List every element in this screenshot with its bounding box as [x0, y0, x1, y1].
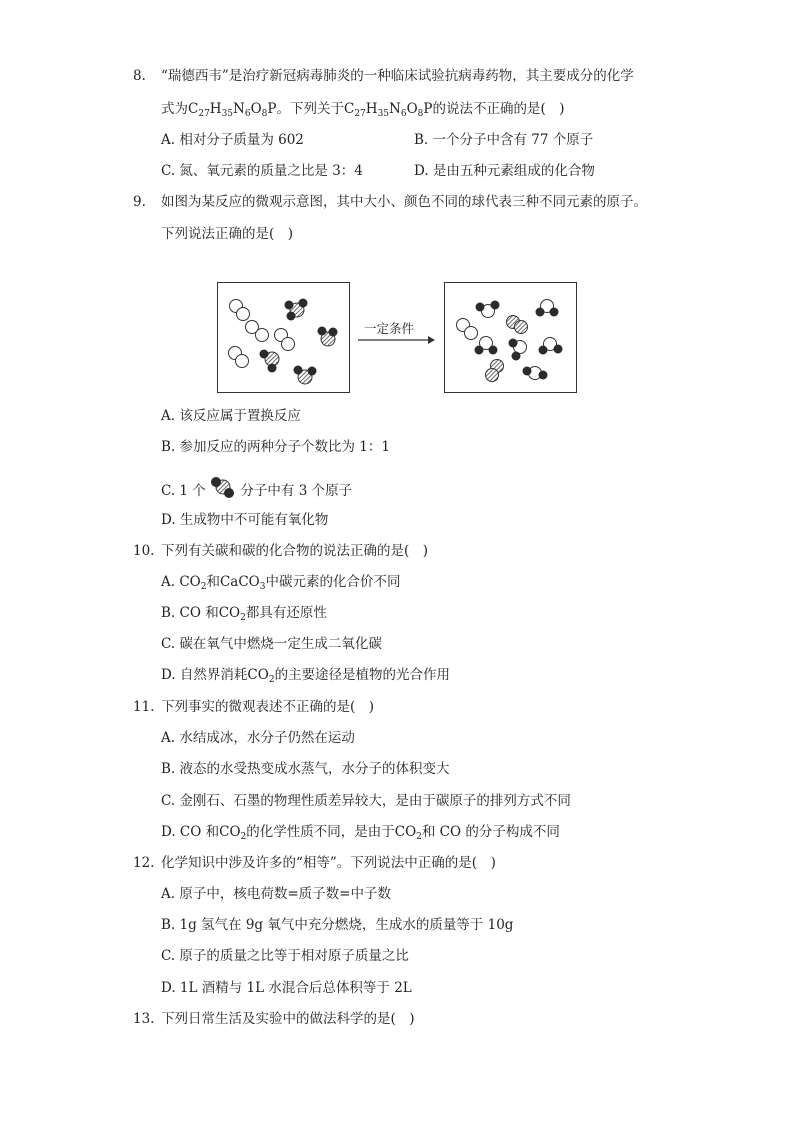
reaction-condition-label: 一定条件 — [364, 321, 415, 336]
white-dark-molecule — [539, 338, 563, 355]
el: P — [267, 101, 277, 117]
el: O — [250, 101, 262, 117]
q10-option-b[interactable] — [161, 604, 327, 622]
q8-stem-mid: 。下列关于C — [276, 101, 355, 117]
el: N — [389, 101, 401, 117]
el: O — [406, 101, 418, 117]
reaction-arrow — [356, 334, 436, 346]
q10-b-part2: 都具有还原性 — [245, 605, 327, 621]
q10-option-a[interactable] — [161, 573, 400, 591]
el: H — [209, 101, 222, 117]
hatched-dark-molecule — [294, 366, 317, 385]
hatched-hatched-molecule — [486, 360, 504, 382]
white-dark-molecule — [509, 339, 527, 361]
q9-option-a[interactable]: A. 该反应属于置换反应 — [161, 408, 301, 424]
sub: 2 — [268, 675, 275, 685]
q8-option-d[interactable]: D. 是由五种元素组成的化合物 — [414, 163, 595, 179]
question-10-stem: 下列有关碳和碳的化合物的说法正确的是( ) — [161, 543, 429, 559]
hatched-dark-molecule — [285, 299, 308, 321]
q8-option-a[interactable]: A. 相对分子质量为 602 — [161, 132, 304, 148]
q12-option-c[interactable]: C. 原子的质量之比等于相对原子质量之比 — [161, 948, 409, 964]
white-white-molecule — [275, 329, 295, 351]
white-white-molecule — [229, 347, 249, 368]
hatched-dark-molecule-icon — [210, 477, 236, 499]
question-9-number: 9. — [133, 194, 146, 210]
white-white-molecule — [246, 321, 269, 342]
q10-d-part2: 的主要途径是植物的光合作用 — [274, 667, 451, 683]
el: H — [365, 101, 378, 117]
q9-option-c-post: 分子中有 3 个原子 — [240, 483, 353, 499]
question-13-stem: 下列日常生活及实验中的做法科学的是( ) — [161, 1011, 415, 1027]
q9-option-b[interactable]: B. 参加反应的两种分子个数比为 1：1 — [161, 439, 390, 455]
sub: 2 — [240, 832, 247, 842]
q10-b-part1: B. CO 和CO — [161, 605, 241, 621]
q12-option-a[interactable]: A. 原子中，核电荷数=质子数=中子数 — [161, 886, 391, 902]
question-10-number: 10. — [133, 543, 155, 559]
q8-option-b[interactable]: B. 一个分子中含有 77 个原子 — [414, 132, 594, 148]
question-9-stem-line2: 下列说法正确的是( ) — [161, 226, 294, 242]
el: N — [233, 101, 245, 117]
el: P — [423, 101, 433, 117]
q11-d-part3: 和 CO 的分子构成不同 — [421, 824, 560, 840]
q9-option-c-pre: C. 1 个 — [161, 483, 206, 499]
dark-white-dark-molecule — [476, 301, 500, 318]
q10-a-part1: A. CO — [161, 574, 201, 590]
q10-option-c[interactable]: C. 碳在氧气中燃烧一定生成二氧化碳 — [161, 636, 382, 652]
q10-a-part2: 和CaCO — [206, 574, 260, 590]
q10-option-d[interactable] — [161, 666, 450, 684]
question-11-number: 11. — [133, 699, 155, 715]
q8-option-c[interactable]: C. 氮、氧元素的质量之比是 3：4 — [161, 163, 363, 179]
sub: 6 — [400, 109, 407, 119]
q11-option-d[interactable] — [161, 823, 560, 841]
q9-option-d[interactable]: D. 生成物中不可能有氧化物 — [161, 512, 329, 528]
white-white-molecule — [230, 300, 250, 321]
reactants-molecules — [217, 282, 350, 393]
products-molecules — [444, 282, 577, 393]
q8-stem-pre: 式为C — [161, 101, 199, 117]
q11-option-b[interactable]: B. 液态的水受热变成水蒸气，水分子的体积变大 — [161, 761, 450, 777]
q11-option-a[interactable]: A. 水结成冰，水分子仍然在运动 — [161, 730, 355, 746]
question-11-stem: 下列事实的微观表述不正确的是( ) — [161, 699, 375, 715]
question-8-number: 8. — [133, 68, 146, 84]
question-9-stem-line1: 如图为某反应的微观示意图，其中大小、颜色不同的球代表三种不同元素的原子。 — [161, 194, 647, 210]
q11-d-part1: D. CO 和CO — [161, 824, 241, 840]
sub: 2 — [416, 832, 422, 842]
sub: 35 — [377, 109, 390, 119]
q11-option-c[interactable]: C. 金刚石、石墨的物理性质差异较大，是由于碳原子的排列方式不同 — [161, 793, 571, 809]
sub: 2 — [240, 613, 246, 623]
dark-white-dark-molecule — [523, 367, 548, 380]
white-dark-molecule — [475, 337, 498, 355]
q10-d-part1: D. 自然界消耗CO — [161, 667, 269, 683]
q8-stem-post: 的说法不正确的是( ) — [432, 101, 565, 117]
sub: 8 — [417, 109, 424, 119]
q12-option-b[interactable]: B. 1g 氢气在 9g 氧气中充分燃烧，生成水的质量等于 10g — [161, 917, 514, 933]
sub: 27 — [354, 109, 366, 119]
question-13-number: 13. — [133, 1011, 155, 1027]
sub: 2 — [200, 582, 207, 592]
question-8-stem-line2 — [161, 100, 565, 118]
q12-option-d[interactable]: D. 1L 酒精与 1L 水混合后总体积等于 2L — [161, 980, 412, 996]
q9-option-c[interactable] — [161, 473, 352, 500]
q10-a-part3: 中碳元素的化合价不同 — [265, 574, 401, 590]
white-white-molecule — [457, 319, 478, 340]
q11-d-part2: 的化学性质不同，是由于CO — [246, 824, 417, 840]
sub: 6 — [244, 109, 251, 119]
sub: 3 — [259, 582, 266, 592]
hatched-dark-molecule — [260, 350, 280, 373]
hatched-dark-molecule — [318, 327, 338, 347]
question-8-stem-line1: “瑞德西韦”是治疗新冠病毒肺炎的一种临床试验抗病毒药物，其主要成分的化学 — [161, 68, 634, 84]
hatched-hatched-molecule — [507, 316, 528, 334]
sub: 35 — [221, 109, 234, 119]
sub: 27 — [198, 109, 210, 119]
question-12-stem: 化学知识中涉及许多的“相等”。下列说法中正确的是( ) — [161, 855, 496, 871]
white-dark-molecule — [536, 300, 559, 317]
question-12-number: 12. — [133, 855, 155, 871]
sub: 8 — [261, 109, 268, 119]
